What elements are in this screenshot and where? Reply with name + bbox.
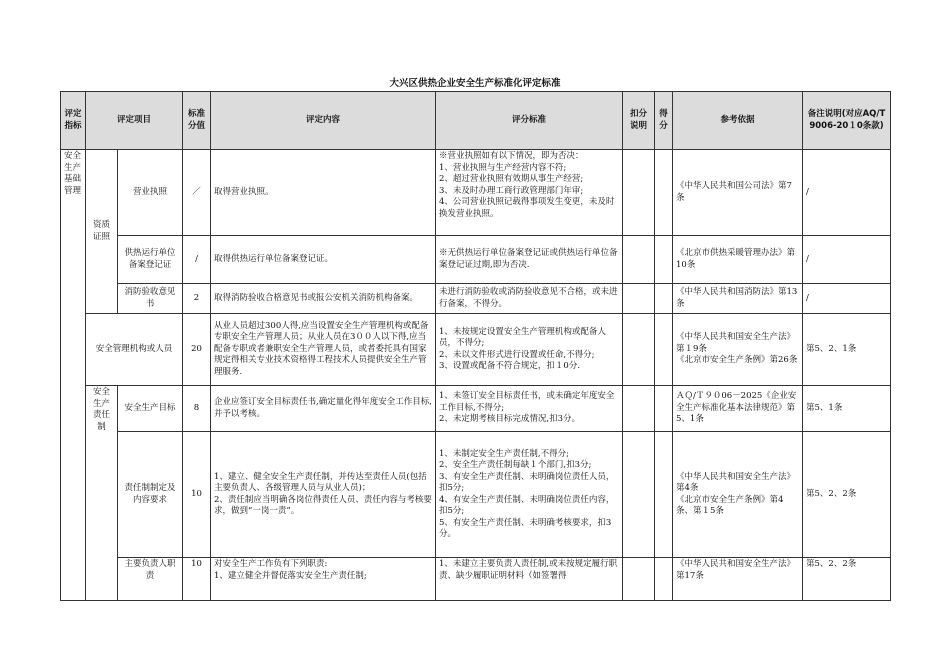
header-item: 评定项目 bbox=[86, 92, 183, 150]
row-obtained-score bbox=[655, 386, 673, 432]
header-deduction-note: 扣分说明 bbox=[623, 92, 655, 150]
row-obtained-score bbox=[655, 314, 673, 386]
table-row bbox=[61, 236, 891, 284]
row-criteria-text: 1、未建立主要负责人责任制,或未按规定履行职责、缺少履职证明材料（如签署得 bbox=[439, 559, 618, 581]
header-remark: 备注说明(对应AQ/T 9006-20１0条款) bbox=[803, 92, 891, 150]
row-score: 2 bbox=[183, 284, 211, 314]
row-score: ／ bbox=[183, 150, 211, 236]
row-criteria bbox=[436, 558, 623, 601]
row-remark: 第5、2、2条 bbox=[803, 432, 891, 558]
table-row bbox=[61, 150, 891, 236]
row-score: 8 bbox=[183, 386, 211, 432]
row-obtained-score bbox=[655, 432, 673, 558]
row-content: 取得营业执照。 bbox=[211, 150, 436, 236]
row-criteria: ※营业执照如有以下情况，即为否决： 1、营业执照与生产经营内容不符; 2、超过营业执照有效期从事生产经营; 3、未及时办理工商行政管理部门年审; 4、公司营业执照记载得事项发生变更，未及时换发营业执照。 bbox=[436, 150, 623, 236]
row-obtained-score bbox=[655, 236, 673, 284]
row-score: 20 bbox=[183, 314, 211, 386]
row-deduction-note bbox=[623, 284, 655, 314]
row-reference-text: 《中华人民共和国安全生产法》第17条 bbox=[676, 559, 796, 581]
table-row bbox=[61, 284, 891, 314]
group-responsibility: 安全生产责任制 bbox=[86, 386, 118, 601]
row-remark bbox=[803, 558, 891, 601]
row-remark: 第5、2、1条 bbox=[803, 314, 891, 386]
row-remark: / bbox=[803, 150, 891, 236]
row-remark: / bbox=[803, 284, 891, 314]
table-row bbox=[61, 432, 891, 558]
row-item bbox=[118, 558, 183, 601]
row-item: 消防验收意见书 bbox=[118, 284, 183, 314]
row-reference: 《中华人民共和国安全生产法》第4条 《北京市安全生产条例》第4条、第１5条 bbox=[673, 432, 803, 558]
header-index: 评定指标 bbox=[61, 92, 86, 150]
header-reference: 参考依据 bbox=[673, 92, 803, 150]
row-obtained-score bbox=[655, 558, 673, 601]
row-remark: / bbox=[803, 236, 891, 284]
row-criteria: 1、未签订安全目标责任书，或未确定年度安全工作目标,不得分; 2、未定期考核目标完成情况,扣3分。 bbox=[436, 386, 623, 432]
row-deduction-note bbox=[623, 236, 655, 284]
row-criteria: 未进行消防验收或消防验收意见不合格，或未进行备案，不得分。 bbox=[436, 284, 623, 314]
row-reference: ＡＱ/Ｔ９０06－2025《企业安全生产标准化基本法律规范》第5、1条 bbox=[673, 386, 803, 432]
row-score-text: 10 bbox=[191, 559, 202, 569]
row-criteria: 1、未按规定设置安全生产管理机构或配备人员，不得分; 2、未以文件形式进行设置或任命,不得分; 3、设置或配备不符合规定，扣１0分. bbox=[436, 314, 623, 386]
category-cell: 安全生产基础管理 bbox=[61, 150, 86, 601]
row-deduction-note bbox=[623, 558, 655, 601]
row-content bbox=[211, 558, 436, 601]
table-row bbox=[61, 314, 891, 386]
row-deduction-note bbox=[623, 432, 655, 558]
row-deduction-note bbox=[623, 150, 655, 236]
row-item: 安全生产目标 bbox=[118, 386, 183, 432]
standards-table bbox=[60, 91, 891, 601]
header-score: 得分 bbox=[655, 92, 673, 150]
row-reference: 《中华人民共和国消防法》第13条 bbox=[673, 284, 803, 314]
row-item: 安全管理机构或人员 bbox=[86, 314, 183, 386]
header-standard-score: 标准分值 bbox=[183, 92, 211, 150]
row-remark: 第5、1条 bbox=[803, 386, 891, 432]
row-score: 10 bbox=[183, 432, 211, 558]
row-content-text: 对安全生产工作负有下列职责: 1、建立健全并督促落实安全生产责任制; bbox=[214, 559, 367, 581]
row-obtained-score bbox=[655, 284, 673, 314]
row-deduction-note bbox=[623, 386, 655, 432]
row-score bbox=[183, 558, 211, 601]
row-content: 取得供热运行单位备案登记证。 bbox=[211, 236, 436, 284]
row-reference bbox=[673, 558, 803, 601]
row-reference: 《中华人民共和国安全生产法》第１9条 《北京市安全生产条例》第26条 bbox=[673, 314, 803, 386]
row-item: 营业执照 bbox=[118, 150, 183, 236]
row-score: / bbox=[183, 236, 211, 284]
row-deduction-note bbox=[623, 314, 655, 386]
row-content: 企业应签订安全目标责任书,确定量化得年度安全工作目标,并予以考核。 bbox=[211, 386, 436, 432]
table-row bbox=[61, 558, 891, 601]
row-content: 1、建立、健全安全生产责任制，并传达至责任人员(包括主要负责人、各级管理人员与从业人员)； 2、责任制应当明确各岗位得责任人员、责任内容与考核要求，做到“一岗一责”。 bbox=[211, 432, 436, 558]
row-item: 供热运行单位备案登记证 bbox=[118, 236, 183, 284]
row-content: 从业人员超过300人得,应当设置安全生产管理机构或配备专职安全生产管理人员；从业人员在3００人以下得,应当配备专职或者兼职安全生产管理人员，或者委托具有国家规定得相关专业技术资格得工程技术人员提供安全生产管理服务. bbox=[211, 314, 436, 386]
row-criteria: ※无供热运行单位备案登记证或供热运行单位备案登记证过期,即为否决. bbox=[436, 236, 623, 284]
row-item: 责任制制定及内容要求 bbox=[118, 432, 183, 558]
row-item-text: 主要负责人职责 bbox=[124, 559, 176, 581]
row-content: 取得消防验收合格意见书或报公安机关消防机构备案。 bbox=[211, 284, 436, 314]
row-reference: 《中华人民共和国公司法》第7条 bbox=[673, 150, 803, 236]
group-qualification: 资质证照 bbox=[86, 150, 118, 314]
row-criteria: 1、未制定安全生产责任制,不得分; 2、安全生产责任制每缺１个部门,扣3分; 3、有安全生产责任制、未明确岗位责任人员，扣5分; 4、有安全生产责任制、未明确岗位责任内容，扣5分; 5、有安全生产责任制、未明确考核要求，扣3分。 bbox=[436, 432, 623, 558]
header-content: 评定内容 bbox=[211, 92, 436, 150]
table-header-row bbox=[61, 92, 891, 150]
row-reference: 《北京市供热采暖管理办法》第10条 bbox=[673, 236, 803, 284]
document-title: 大兴区供热企业安全生产标准化评定标准 bbox=[389, 78, 561, 89]
header-criteria: 评分标准 bbox=[436, 92, 623, 150]
row-obtained-score bbox=[655, 150, 673, 236]
table-row bbox=[61, 386, 891, 432]
row-remark-text: 第5、2、2条 bbox=[806, 559, 857, 569]
